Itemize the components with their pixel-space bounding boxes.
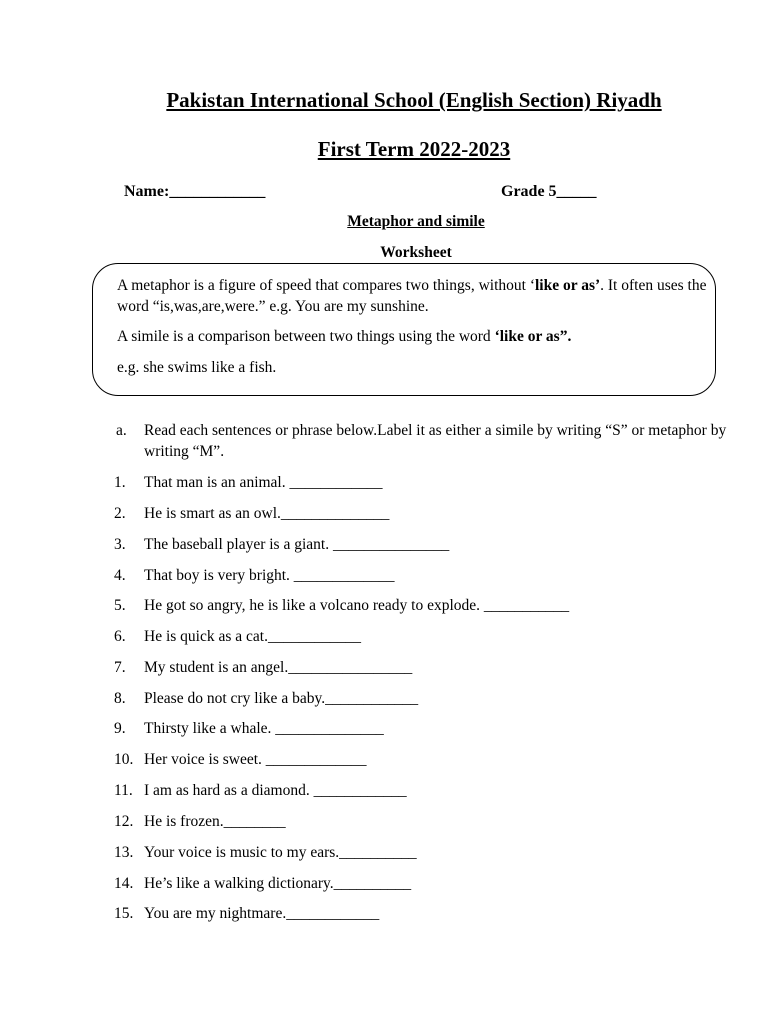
question-item [114, 503, 389, 524]
question-text: That boy is very bright. _____________ [144, 567, 395, 584]
question-number: 7. [114, 659, 126, 676]
question-text: I am as hard as a diamond. ____________ [144, 782, 407, 799]
question-text: Please do not cry like a baby.____________ [144, 690, 419, 707]
question-text: Her voice is sweet. _____________ [144, 751, 367, 768]
definition-box [92, 263, 716, 396]
question-item [114, 657, 412, 678]
question-number: 12. [114, 813, 134, 830]
question-number: 9. [114, 720, 126, 737]
metaphor-definition-keywords: like or as’ [534, 277, 601, 294]
question-text: Your voice is music to my ears.__________ [144, 844, 417, 861]
grade-field: Grade 5_____ [501, 183, 597, 200]
question-number: 6. [114, 628, 126, 645]
instruction-text: Read each sentences or phrase below.Label it as either a simile by writing “S” or metaphor by writing “M”. [144, 422, 727, 460]
question-item [114, 688, 418, 709]
question-item [114, 811, 286, 832]
question-item [114, 595, 569, 616]
metaphor-definition [117, 275, 707, 317]
question-number: 11. [114, 782, 133, 799]
instruction-marker: a. [116, 422, 127, 439]
topic-heading: Metaphor and simile [347, 213, 485, 230]
question-text: Thirsty like a whale. ______________ [144, 720, 384, 737]
question-text: He is frozen.________ [144, 813, 286, 830]
question-text: He is smart as an owl.______________ [144, 505, 390, 522]
question-number: 2. [114, 505, 126, 522]
simile-definition-start: A simile is a comparison between two things using the word [117, 328, 495, 345]
question-item [114, 873, 411, 894]
question-item [114, 780, 407, 801]
question-number: 1. [114, 474, 126, 491]
question-text: My student is an angel.________________ [144, 659, 413, 676]
term-title: First Term 2022-2023 [317, 137, 511, 161]
question-number: 10. [114, 751, 134, 768]
question-item [114, 903, 379, 924]
question-text: You are my nightmare.____________ [144, 905, 380, 922]
metaphor-definition-start: A metaphor is a figure of speed that compares two things, without ‘ [117, 277, 535, 294]
question-item [114, 472, 383, 493]
question-text: He got so angry, he is like a volcano ready to explode. ___________ [144, 597, 570, 614]
question-number: 15. [114, 905, 134, 922]
worksheet-heading: Worksheet [380, 244, 452, 261]
question-item [114, 718, 384, 739]
question-item [114, 565, 395, 586]
simile-definition [117, 326, 571, 347]
school-title: Pakistan International School (English Section) Riyadh [166, 88, 662, 112]
question-text: The baseball player is a giant. _______________ [144, 536, 450, 553]
question-item [114, 842, 417, 863]
question-item [114, 626, 361, 647]
name-field: Name:____________ [124, 183, 266, 200]
question-text: That man is an animal. ____________ [144, 474, 383, 491]
simile-definition-keywords: ‘like or as”. [494, 328, 572, 345]
question-item [114, 749, 367, 770]
question-number: 14. [114, 875, 134, 892]
question-text: He’s like a walking dictionary.__________ [144, 875, 412, 892]
question-number: 3. [114, 536, 126, 553]
question-number: 5. [114, 597, 126, 614]
question-number: 8. [114, 690, 126, 707]
question-number: 4. [114, 567, 126, 584]
question-number: 13. [114, 844, 134, 861]
question-text: He is quick as a cat.____________ [144, 628, 361, 645]
simile-example: e.g. she swims like a fish. [117, 359, 277, 376]
metaphor-definition-end: . It often uses the word “is,was,are,were.” e.g. You are my sunshine. [117, 277, 707, 315]
question-item [114, 534, 449, 555]
